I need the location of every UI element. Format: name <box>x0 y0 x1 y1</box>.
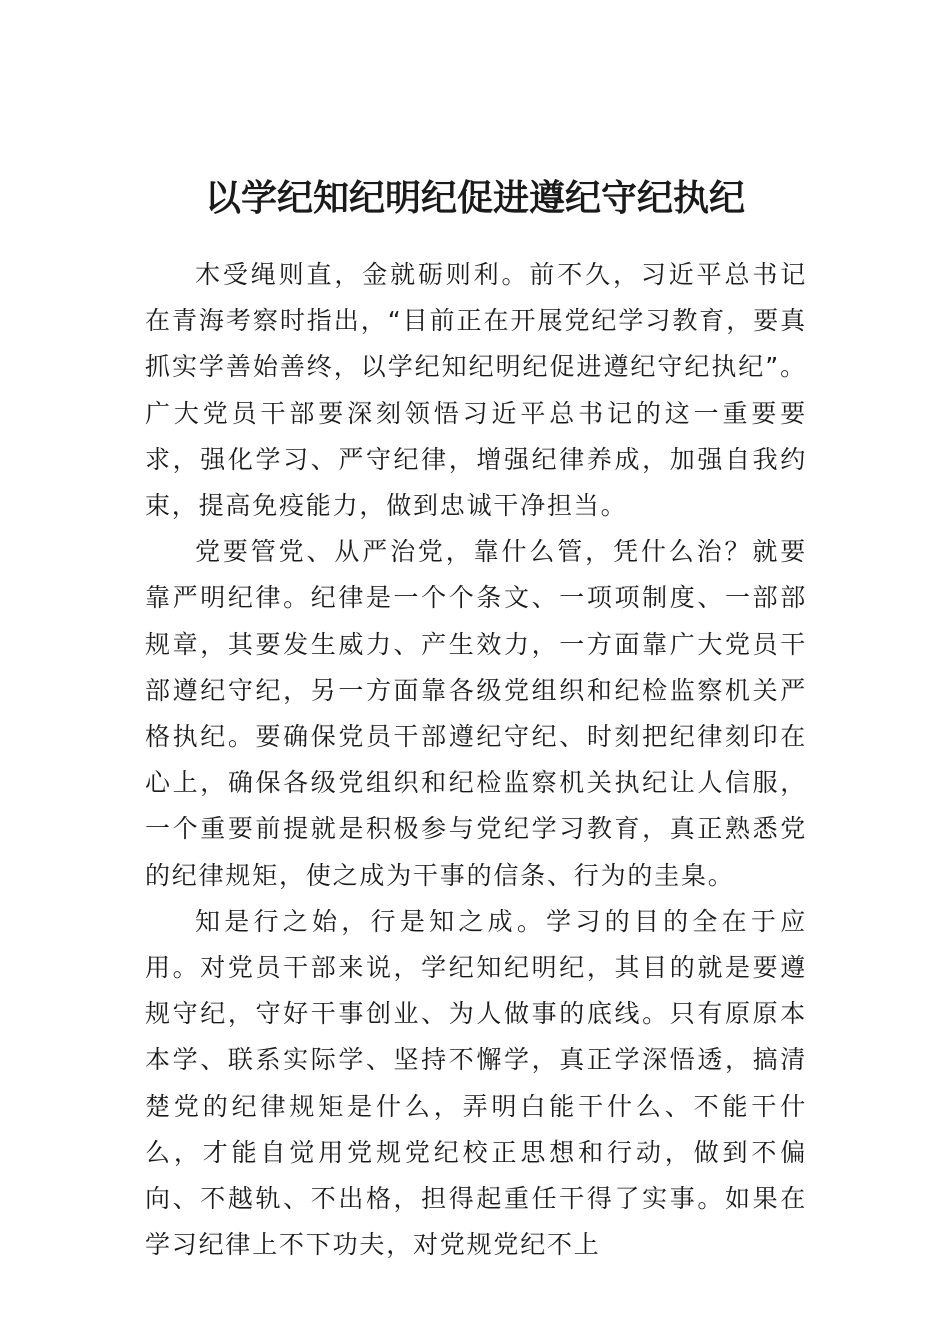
paragraph-3: 知是行之始，行是知之成。学习的目的全在于应用。对党员干部来说，学纪知纪明纪，其目的就是要遵规守纪，守好干事创业、为人做事的底线。只有原原本本学、联系实际学、坚持不懈学，真正学深悟透，搞清楚党的纪律规矩是什么，弄明白能干什么、不能干什么，才能自觉用党规党纪校正思想和行动，做到不偏向、不越轨、不出格，担得起重任干得了实事。如果在学习纪律上不下功夫，对党规党纪不上 <box>145 906 807 1260</box>
document-title: 以学纪知纪明纪促进遵纪守纪执纪 <box>204 177 745 219</box>
document-body <box>145 252 807 1268</box>
paragraph-2: 党要管党、从严治党，靠什么管，凭什么治？就要靠严明纪律。纪律是一个个条文、一项项制度、一部部规章，其要发生威力、产生效力，一方面靠广大党员干部遵纪守纪，另一方面靠各级党组织和纪检监察机关严格执纪。要确保党员干部遵纪守纪、时刻把纪律刻印在心上，确保各级党组织和纪检监察机关执纪让人信服，一个重要前提就是积极参与党纪学习教育，真正熟悉党的纪律规矩，使之成为干事的信条、行为的圭臬。 <box>145 537 807 890</box>
paragraph-1: 木受绳则直，金就砺则利。前不久，习近平总书记在青海考察时指出，“目前正在开展党纪学习教育，要真抓实学善始善终，以学纪知纪明纪促进遵纪守纪执纪”。广大党员干部要深刻领悟习近平总书记的这一重要要求，强化学习、严守纪律，增强纪律养成，加强自我约束，提高免疫能力，做到忠诚干净担当。 <box>145 260 807 521</box>
